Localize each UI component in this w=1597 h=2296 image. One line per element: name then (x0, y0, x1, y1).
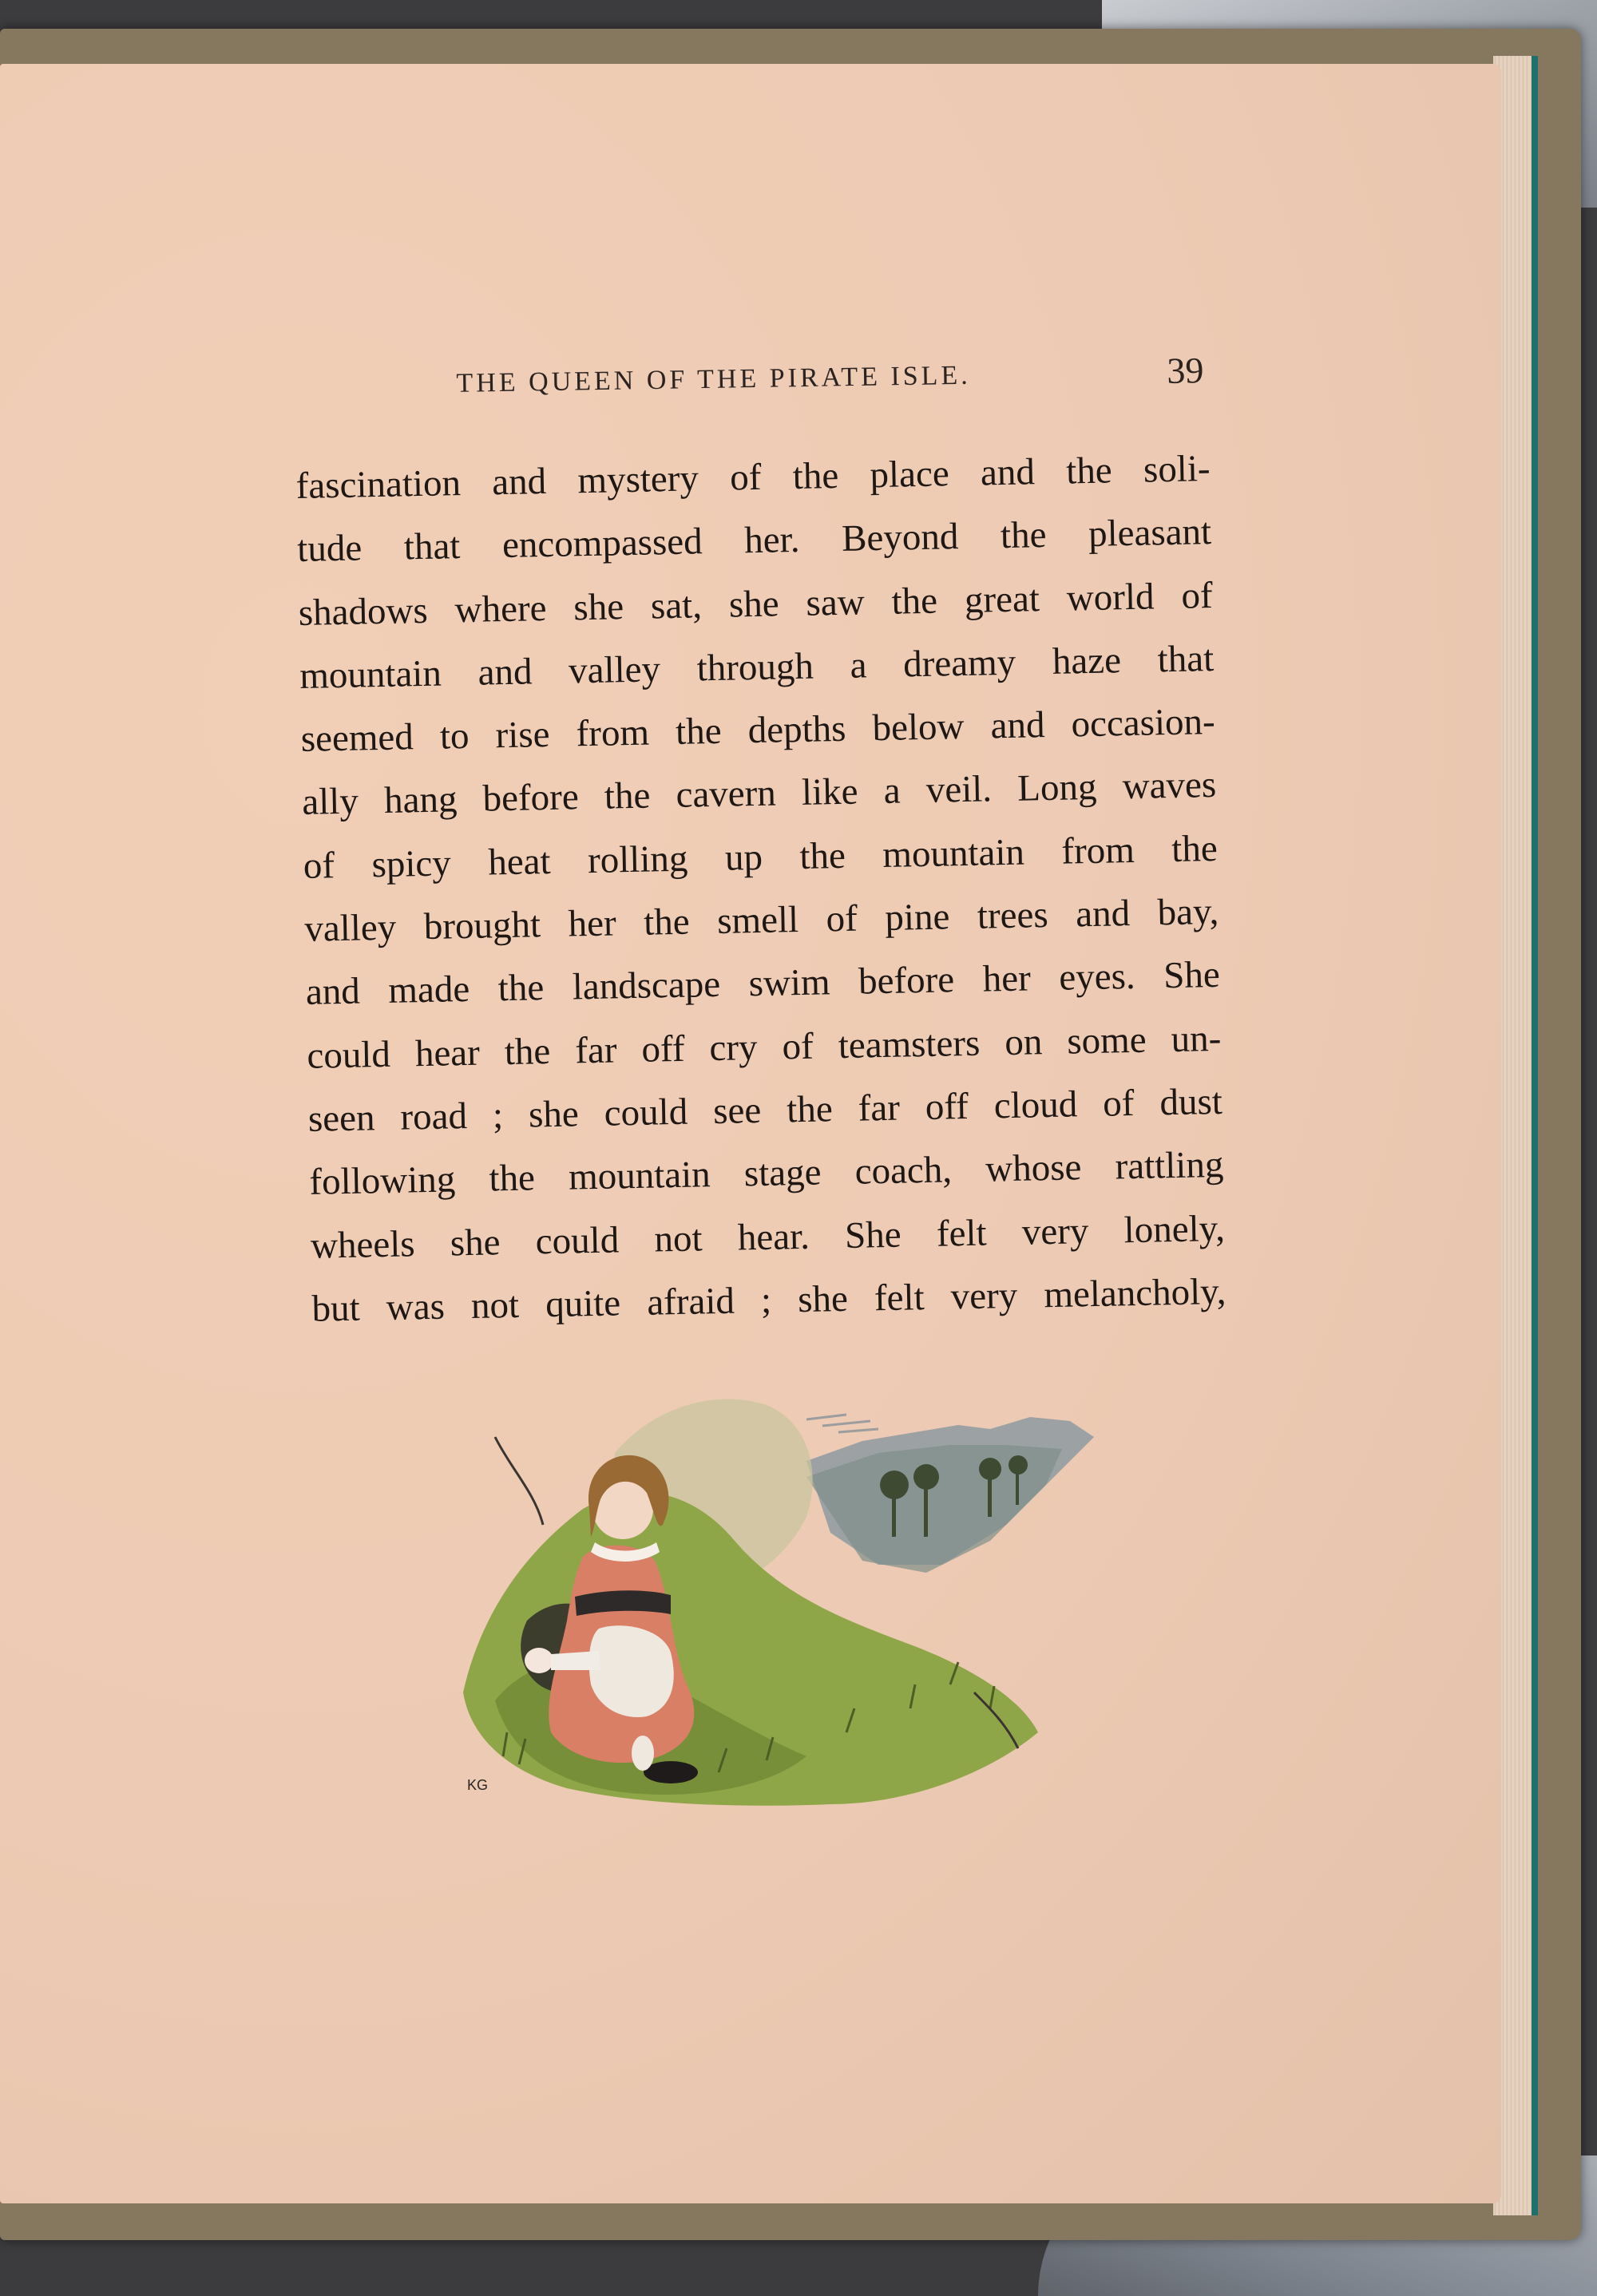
text-line: mountain and valley through a dreamy haze that (299, 637, 1215, 697)
illustration-girl-on-hillside (431, 1357, 1118, 1852)
girl-stocking (632, 1736, 654, 1771)
sky-haze (806, 1415, 878, 1432)
text-line: but was not quite afraid ; she felt very melancholy, (311, 1270, 1226, 1330)
page-number: 39 (1166, 350, 1204, 391)
doll-head (525, 1648, 553, 1673)
text-line: seemed to rise from the depths below and occasion- (300, 701, 1216, 761)
cliff-outline (495, 1437, 543, 1525)
artist-monogram: KG (467, 1777, 489, 1793)
text-line: fascination and mystery of the place and the soli- (295, 448, 1211, 507)
text-line: shadows where she sat, she saw the great world of (298, 574, 1214, 634)
text-line: valley brought her the smell of pine trees and bay, (303, 890, 1219, 950)
text-line: following the mountain stage coach, whose rattling (308, 1144, 1224, 1204)
text-line: could hear the far off cry of teamsters on some un- (306, 1017, 1222, 1077)
text-line: ally hang before the cavern like a veil. Long waves (301, 764, 1217, 824)
text-line: seen road ; she could see the far off cloud of dust (307, 1080, 1223, 1140)
girl-shoe (644, 1761, 698, 1783)
running-title: THE QUEEN OF THE PIRATE ISLE. (456, 360, 971, 398)
text-line: wheels she could not hear. She felt very lonely, (310, 1207, 1226, 1267)
doll-body (551, 1651, 600, 1670)
running-head (295, 293, 1223, 419)
text-line: and made the landscape swim before her eyes. She (305, 954, 1221, 1014)
illustration-drawing (431, 1357, 1118, 1852)
text-line: of spicy heat rolling up the mountain from the (303, 827, 1219, 887)
body-text (295, 437, 1226, 1341)
text-line: tude that encompassed her. Beyond the pleasant (296, 511, 1212, 571)
